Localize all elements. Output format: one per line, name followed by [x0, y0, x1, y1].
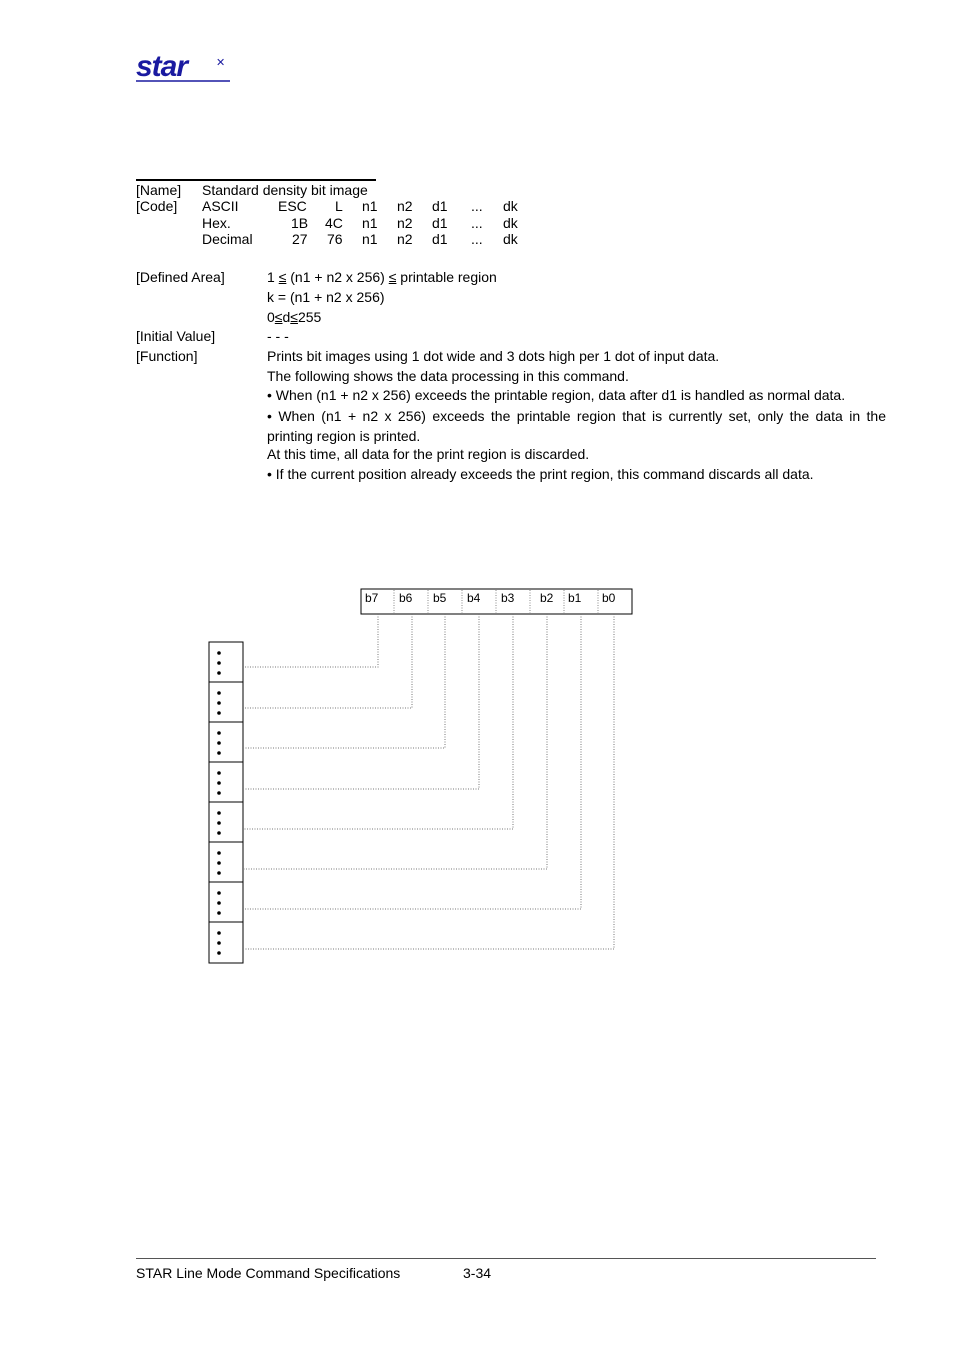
code-cell: 76	[327, 231, 343, 247]
bit-label-b0: b0	[602, 591, 616, 605]
bit-label-b3: b3	[501, 591, 515, 605]
code-cell: ...	[471, 198, 483, 214]
code-cell: dk	[503, 198, 518, 214]
code-cell: dk	[503, 215, 518, 231]
code-cell: n2	[397, 198, 413, 214]
code-cell: n1	[362, 215, 378, 231]
initial-value: - - -	[267, 328, 289, 344]
code-cell: 1B	[291, 215, 309, 231]
bit-label-b7: b7	[365, 591, 379, 605]
function-text-4: • When (n1 + n2 x 256) exceeds the printable region that is currently set, only the data in the printing region is printed.	[267, 408, 886, 444]
code-row-label: ASCII	[202, 198, 239, 214]
code-label: [Code]	[136, 198, 178, 214]
bit-label-b6: b6	[399, 591, 413, 605]
defined-area-line-3: 0≤d≤255	[267, 309, 322, 325]
dot-triplets	[217, 651, 221, 955]
code-cell: dk	[503, 231, 518, 247]
code-row-label: Hex.	[202, 215, 231, 231]
function-text-6: • If the current position already exceeds the print region, this command discards all data.	[267, 466, 814, 482]
code-cell: ...	[471, 231, 483, 247]
function-label: [Function]	[136, 348, 198, 364]
function-text-3: • When (n1 + n2 x 256) exceeds the printable region, data after d1 is handled as normal data.	[267, 387, 846, 403]
code-cell: d1	[432, 198, 448, 214]
code-row-label: Decimal	[202, 231, 253, 247]
initial-value-label: [Initial Value]	[136, 328, 216, 344]
function-text-2: The following shows the data processing in this command.	[267, 368, 629, 384]
name-label: [Name]	[136, 182, 182, 198]
footer-title: STAR Line Mode Command Specifications	[136, 1265, 401, 1281]
page-number: 3-34	[463, 1265, 492, 1281]
code-cell: 27	[292, 231, 308, 247]
code-cell: ...	[471, 215, 483, 231]
bit-label-b5: b5	[433, 591, 447, 605]
bit-connectors	[244, 614, 614, 949]
svg-text:✕: ✕	[216, 57, 226, 69]
code-cell: n2	[397, 215, 413, 231]
footer-rule	[136, 1258, 876, 1259]
code-cell: d1	[432, 231, 448, 247]
code-cell: ESC	[278, 198, 307, 214]
function-text-5: At this time, all data for the print region is discarded.	[267, 446, 590, 462]
bit-label-b4: b4	[467, 591, 481, 605]
defined-area-line-2: k = (n1 + n2 x 256)	[267, 289, 385, 305]
code-cell: n2	[397, 231, 413, 247]
code-cell: 4C	[325, 215, 343, 231]
defined-area-line-1: 1 ≤ (n1 + n2 x 256) ≤ printable region	[267, 269, 497, 285]
svg-text:star: star	[136, 52, 188, 83]
name-value: Standard density bit image	[202, 182, 368, 198]
code-cell: d1	[432, 215, 448, 231]
code-cell: L	[335, 198, 343, 214]
code-cell: n1	[362, 198, 378, 214]
defined-area-label: [Defined Area]	[136, 269, 225, 285]
code-cell: n1	[362, 231, 378, 247]
bit-label-b1: b1	[568, 591, 582, 605]
function-text-1: Prints bit images using 1 dot wide and 3 dots high per 1 dot of input data.	[267, 348, 720, 364]
bit-label-b2: b2	[540, 591, 554, 605]
